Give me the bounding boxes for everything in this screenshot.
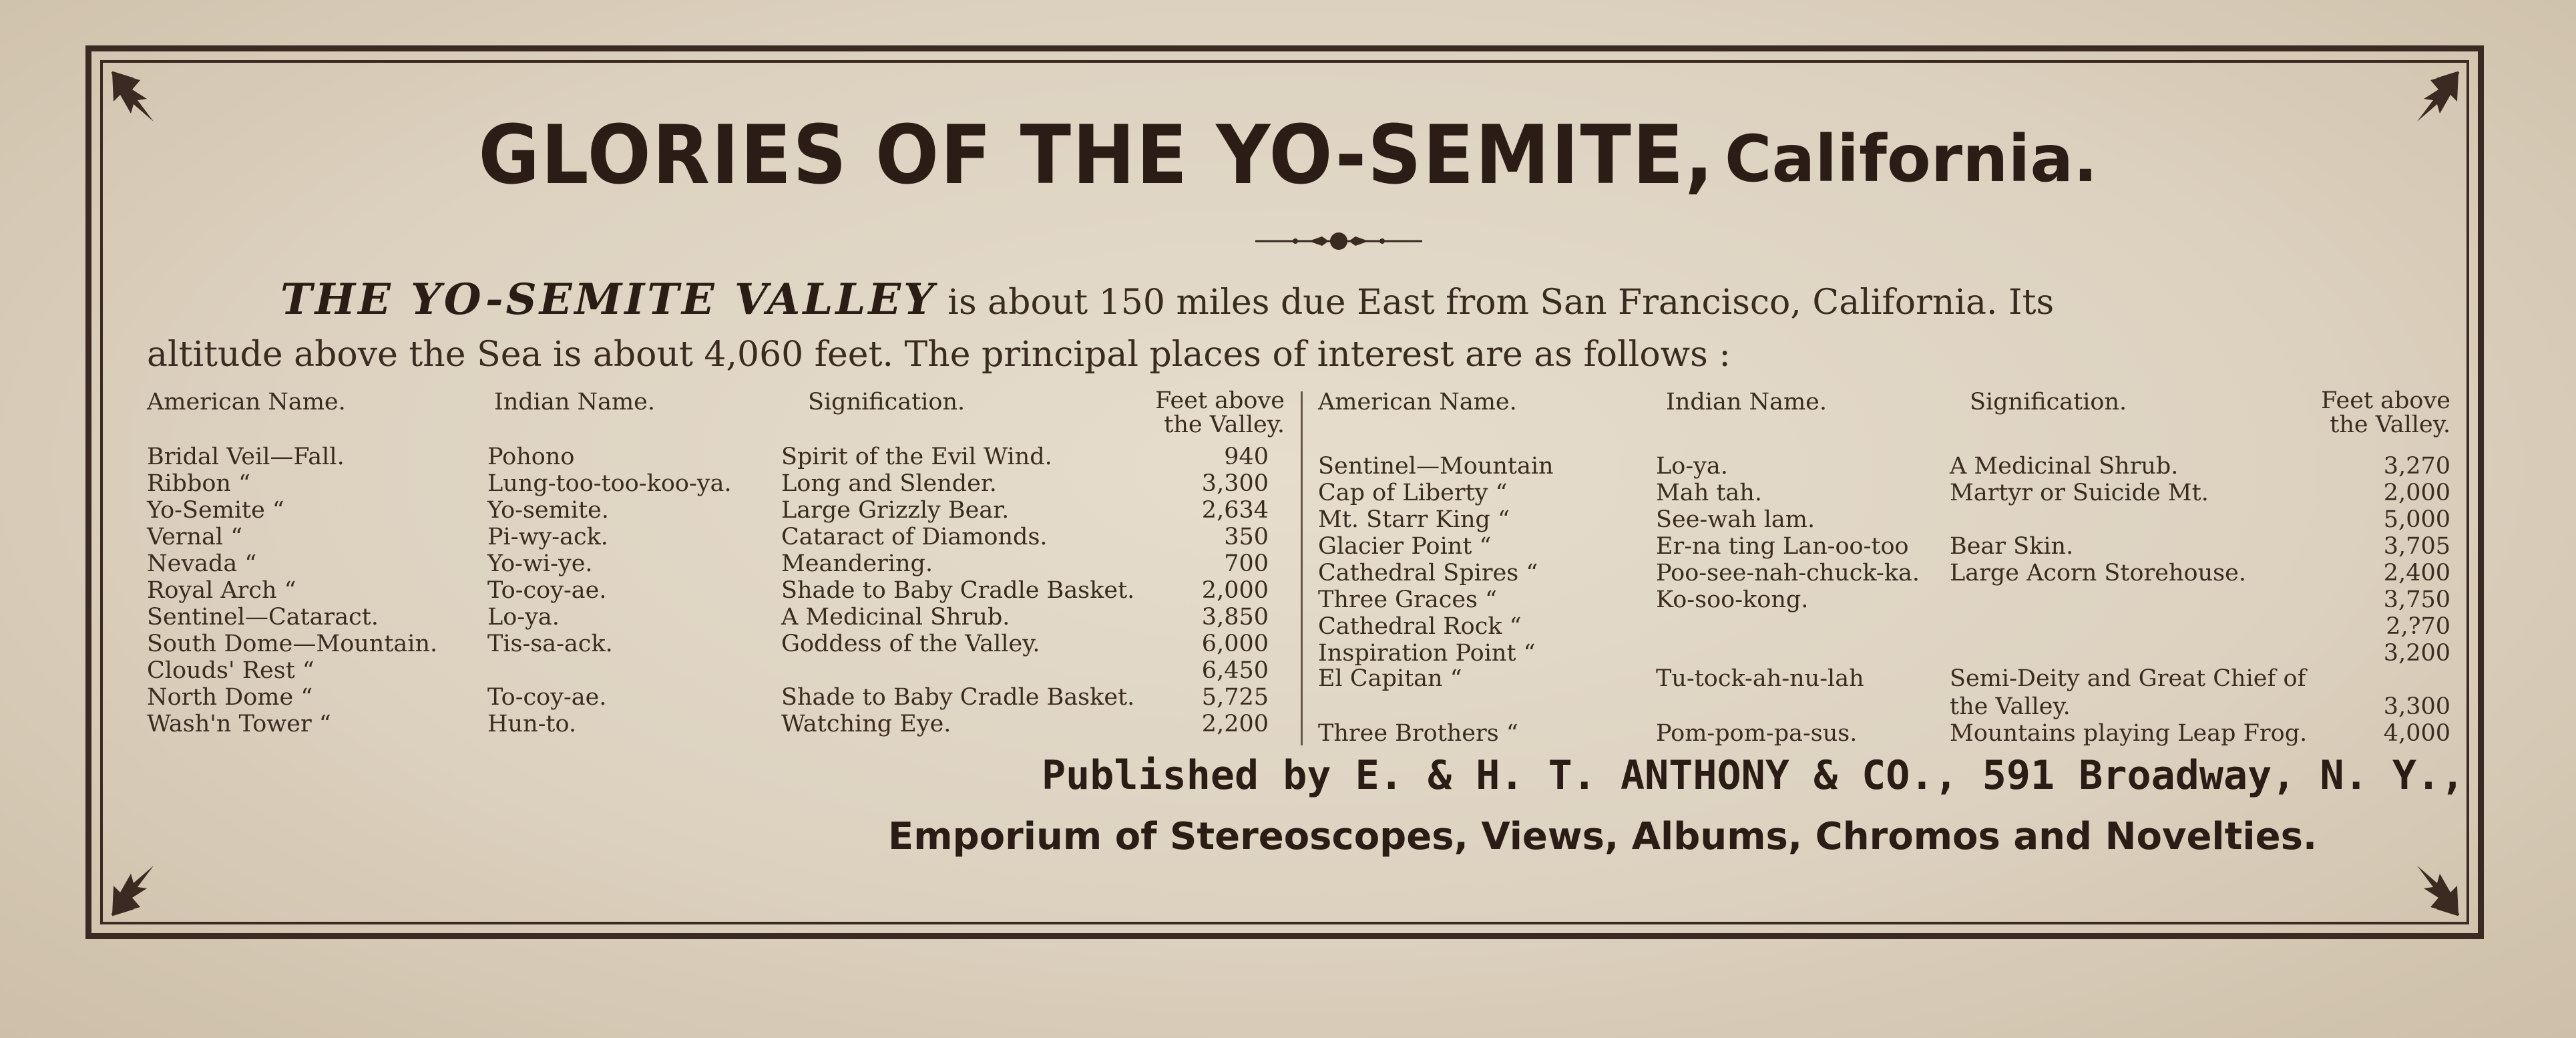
title-suffix: California.: [1725, 122, 2098, 196]
header-feet-line2: the Valley.: [2330, 411, 2450, 438]
title-main: GLORIES OF THE YO-SEMITE,: [478, 108, 1715, 203]
cell-signification: A Medicinal Shrub.: [781, 604, 1010, 631]
cell-signification: A Medicinal Shrub.: [1950, 453, 2179, 480]
column-divider: [1301, 391, 1303, 745]
cell-signification: Martyr or Suicide Mt.: [1950, 480, 2209, 506]
cell-feet: 4,000: [2383, 720, 2450, 747]
card-title: [0, 108, 2576, 203]
cell-feet: 940: [1224, 444, 1269, 470]
cell-signification: Semi-Deity and Great Chief of: [1950, 665, 2306, 692]
cell-american: Cathedral Rock “: [1318, 613, 1522, 640]
cell-american: Cathedral Spires “: [1318, 560, 1538, 586]
cell-feet: 350: [1224, 524, 1269, 550]
header-feet: [1155, 389, 1285, 437]
cell-american: Sentinel—Cataract.: [147, 604, 379, 631]
header-feet-line1: Feet above: [2321, 387, 2450, 414]
cell-feet: 2,000: [1201, 577, 1269, 604]
cell-american: Three Brothers “: [1318, 720, 1518, 747]
intro-line1-rest: is about 150 miles due East from San Francisco, California. Its: [936, 283, 2055, 323]
cell-american: Three Graces “: [1318, 586, 1498, 613]
cell-indian: Yo-semite.: [487, 497, 609, 524]
cell-american: Vernal “: [147, 524, 243, 550]
cell-feet: 3,200: [2383, 640, 2450, 667]
cell-american: North Dome “: [147, 684, 313, 711]
cell-feet: 3,850: [1201, 604, 1269, 631]
cell-american: Nevada “: [147, 550, 257, 577]
header-indian: Indian Name.: [494, 389, 656, 415]
cell-indian: Tu-tock-ah-nu-lah: [1656, 665, 1864, 692]
corner-flourish-icon: [2404, 860, 2464, 920]
cell-american: South Dome—Mountain.: [147, 631, 438, 657]
cell-american: Royal Arch “: [147, 577, 296, 604]
cell-signification: Large Acorn Storehouse.: [1950, 560, 2246, 586]
cell-indian: Mah tah.: [1656, 480, 1762, 506]
cell-feet: 6,450: [1201, 657, 1269, 684]
cell-american: Mt. Starr King “: [1318, 506, 1510, 533]
cell-signification: Meandering.: [781, 550, 933, 577]
cell-signification: Bear Skin.: [1950, 533, 2074, 560]
cell-american: Sentinel—Mountain: [1318, 453, 1554, 480]
cell-feet: 2,634: [1201, 497, 1269, 524]
cell-indian: Hun-to.: [487, 711, 577, 737]
cell-indian: To-coy-ae.: [487, 577, 607, 604]
publisher-line: Published by E. & H. T. ANTHONY & CO., 591 Broadway, N. Y.,: [1042, 752, 2465, 799]
cell-indian: Poo-see-nah-chuck-ka.: [1656, 560, 1920, 586]
cell-american: Clouds' Rest “: [147, 657, 314, 684]
cell-signification: Watching Eye.: [781, 711, 951, 737]
cell-indian: Tis-sa-ack.: [487, 631, 613, 657]
header-signification: Signification.: [808, 389, 965, 415]
cell-signification: the Valley.: [1950, 693, 2071, 720]
header-feet-line1: Feet above: [1155, 387, 1285, 414]
header-indian: Indian Name.: [1666, 389, 1828, 415]
header-american: American Name.: [1318, 389, 1517, 415]
cell-american: El Capitan “: [1318, 665, 1462, 692]
corner-flourish-icon: [107, 860, 167, 920]
cell-feet: 6,000: [1201, 631, 1269, 657]
header-american: American Name.: [147, 389, 346, 415]
cell-american: Wash'n Tower “: [147, 711, 331, 737]
cell-feet: 3,750: [2383, 586, 2450, 613]
cell-indian: Pi-wy-ack.: [487, 524, 608, 550]
cell-signification: Goddess of the Valley.: [781, 631, 1040, 657]
cell-indian: Ko-soo-kong.: [1656, 586, 1809, 613]
cell-american: Inspiration Point “: [1318, 640, 1536, 667]
emporium-line: Emporium of Stereoscopes, Views, Albums, Chromos and Novelties.: [888, 815, 2318, 858]
cell-indian: Er-na ting Lan-oo-too: [1656, 533, 1909, 560]
intro-lead: THE YO-SEMITE VALLEY: [280, 275, 937, 325]
header-signification: Signification.: [1970, 389, 2127, 415]
header-feet: [2321, 389, 2450, 437]
cell-feet: 2,200: [1201, 711, 1269, 737]
cell-indian: Lo-ya.: [1656, 453, 1728, 480]
cell-indian: Pohono: [487, 444, 575, 470]
cell-feet: 3,300: [2383, 693, 2450, 720]
cell-indian: Lung-too-too-koo-ya.: [487, 470, 732, 497]
cell-indian: See-wah lam.: [1656, 506, 1815, 533]
cell-signification: Cataract of Diamonds.: [781, 524, 1048, 550]
cell-american: Glacier Point “: [1318, 533, 1492, 560]
cell-feet: 700: [1224, 550, 1269, 577]
cell-signification: Shade to Baby Cradle Basket.: [781, 684, 1135, 711]
ornament-divider-icon: [1255, 226, 1422, 256]
cell-signification: Shade to Baby Cradle Basket.: [781, 577, 1135, 604]
cell-signification: Large Grizzly Bear.: [781, 497, 1010, 524]
cell-feet: 3,300: [1201, 470, 1269, 497]
cell-indian: Lo-ya.: [487, 604, 560, 631]
cell-feet: 2,000: [2383, 480, 2450, 506]
cell-feet: 3,705: [2383, 533, 2450, 560]
intro-line-1: [147, 274, 2444, 329]
intro-line-2: altitude above the Sea is about 4,060 feet. The principal places of interest are as follows :: [147, 335, 1731, 375]
cell-feet: 5,000: [2383, 506, 2450, 533]
intro-paragraph: [147, 274, 2444, 381]
cell-american: Cap of Liberty “: [1318, 480, 1508, 506]
cell-feet: 2,400: [2383, 560, 2450, 586]
cell-indian: Pom-pom-pa-sus.: [1656, 720, 1858, 747]
cell-american: Ribbon “: [147, 470, 250, 497]
cell-signification: Long and Slender.: [781, 470, 997, 497]
header-feet-line2: the Valley.: [1164, 411, 1285, 438]
cell-indian: To-coy-ae.: [487, 684, 607, 711]
cell-signification: Mountains playing Leap Frog.: [1950, 720, 2308, 747]
cell-american: Bridal Veil—Fall.: [147, 444, 345, 470]
cell-feet: 2,?70: [2386, 613, 2450, 640]
cell-feet: 3,270: [2383, 453, 2450, 480]
cell-indian: Yo-wi-ye.: [487, 550, 593, 577]
cell-feet: 5,725: [1201, 684, 1269, 711]
cell-american: Yo-Semite “: [147, 497, 284, 524]
cell-signification: Spirit of the Evil Wind.: [781, 444, 1052, 470]
